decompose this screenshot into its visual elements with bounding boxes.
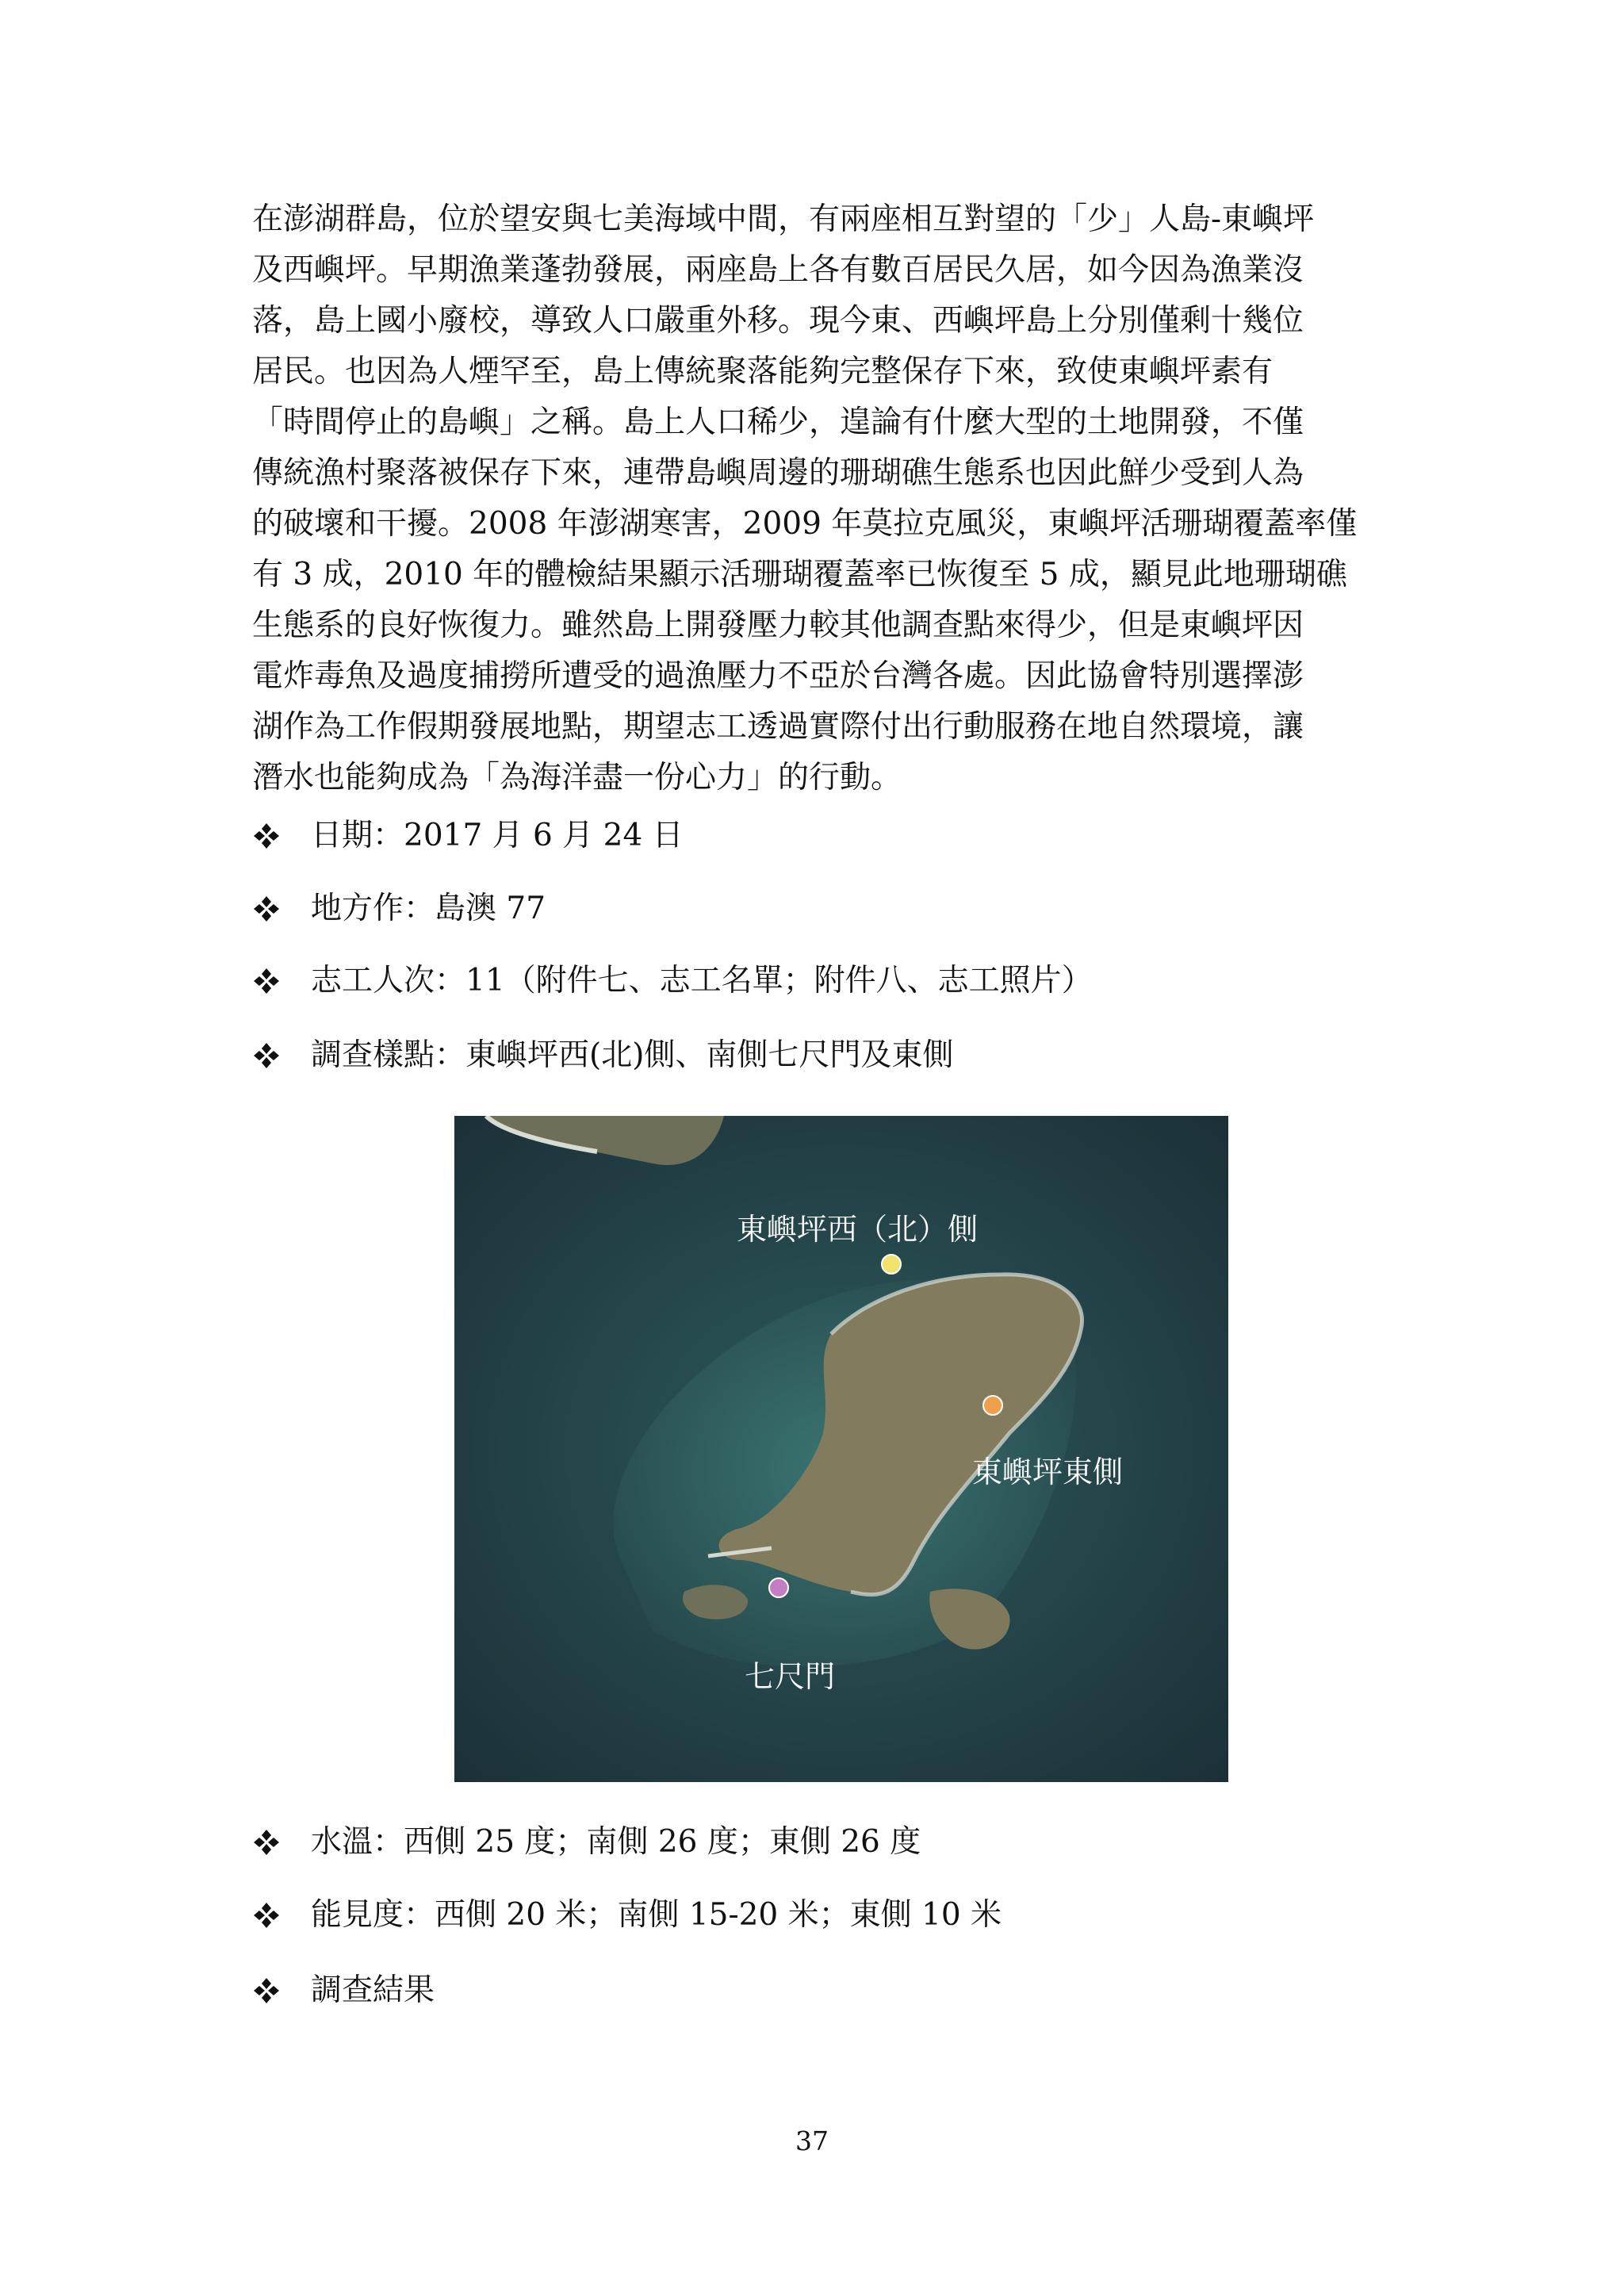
bullet-text: 能見度：西側 20 米；南側 15-20 米；東側 10 米 [311,1897,1002,1933]
four-diamond-bullet-icon [252,1976,281,2005]
marker-south-qichimen [768,1577,789,1598]
bullet-text: 調查結果 [311,1972,435,2008]
bullet-organizer [252,888,546,930]
paragraph-line: 電炸毒魚及過度捕撈所遭受的過漁壓力不亞於台灣各處。因此協會特別選擇澎 [252,658,1304,694]
paragraph-line: 在澎湖群島，位於望安與七美海域中間，有兩座相互對望的「少」人島-東嶼坪 [252,201,1315,237]
four-diamond-bullet-icon [252,822,281,850]
paragraph-line: 潛水也能夠成為「為海洋盡一份心力」的行動。 [252,760,902,795]
label-west-north-side: 東嶼坪西（北）側 [737,1212,979,1247]
four-diamond-bullet-icon [252,967,281,995]
bullet-text: 水溫：西側 25 度；南側 26 度；東側 26 度 [311,1824,921,1860]
paragraph-line: 生態系的良好恢復力。雖然島上開發壓力較其他調查點來得少，但是東嶼坪因 [252,608,1304,643]
bullet-survey-results [252,1970,435,2011]
bullet-water-temperature [252,1822,921,1863]
bullet-date [252,815,684,857]
page-number: 37 [795,2125,829,2156]
paragraph-line: 落，島上國小廢校，導致人口嚴重外移。現今東、西嶼坪島上分別僅剩十幾位 [252,303,1304,339]
bullet-volunteers [252,960,1093,1002]
label-south-qichimen: 七尺門 [745,1659,836,1694]
intro-paragraph [252,194,1378,803]
marker-west-north-side [881,1254,902,1274]
paragraph-line: 湖作為工作假期發展地點，期望志工透過實際付出行動服務在地自然環境，讓 [252,709,1304,745]
paragraph-line: 的破壞和干擾。2008 年澎湖寒害，2009 年莫拉克風災，東嶼坪活珊瑚覆蓋率僅 [252,506,1358,542]
bullet-text: 地方作：島澳 77 [311,891,546,926]
paragraph-line: 及西嶼坪。早期漁業蓬勃發展，兩座島上各有數百居民久居，如今因為漁業沒 [252,252,1304,288]
marker-east-side [982,1395,1003,1416]
four-diamond-bullet-icon [252,1041,281,1070]
bullet-text: 日期：2017 月 6 月 24 日 [311,818,684,853]
paragraph-line: 傳統漁村聚落被保存下來，連帶島嶼周邊的珊瑚礁生態系也因此鮮少受到人為 [252,455,1304,491]
paragraph-line: 「時間停止的島嶼」之稱。島上人口稀少，遑論有什麼大型的土地開發，不僅 [252,404,1304,440]
bullet-visibility [252,1895,1002,1936]
bullet-survey-sites [252,1035,953,1076]
paragraph-line: 居民。也因為人煙罕至，島上傳統聚落能夠完整保存下來，致使東嶼坪素有 [252,354,1274,389]
label-east-side: 東嶼坪東側 [972,1455,1124,1489]
four-diamond-bullet-icon [252,895,281,923]
bullet-text: 志工人次：11（附件七、志工名單；附件八、志工照片） [311,963,1093,999]
satellite-map [454,1116,1228,1782]
four-diamond-bullet-icon [252,1901,281,1930]
bullet-text: 調查樣點：東嶼坪西(北)側、南側七尺門及東側 [311,1037,954,1073]
four-diamond-bullet-icon [252,1828,281,1857]
paragraph-line: 有 3 成，2010 年的體檢結果顯示活珊瑚覆蓋率已恢復至 5 成，顯見此地珊瑚礁 [252,557,1347,592]
